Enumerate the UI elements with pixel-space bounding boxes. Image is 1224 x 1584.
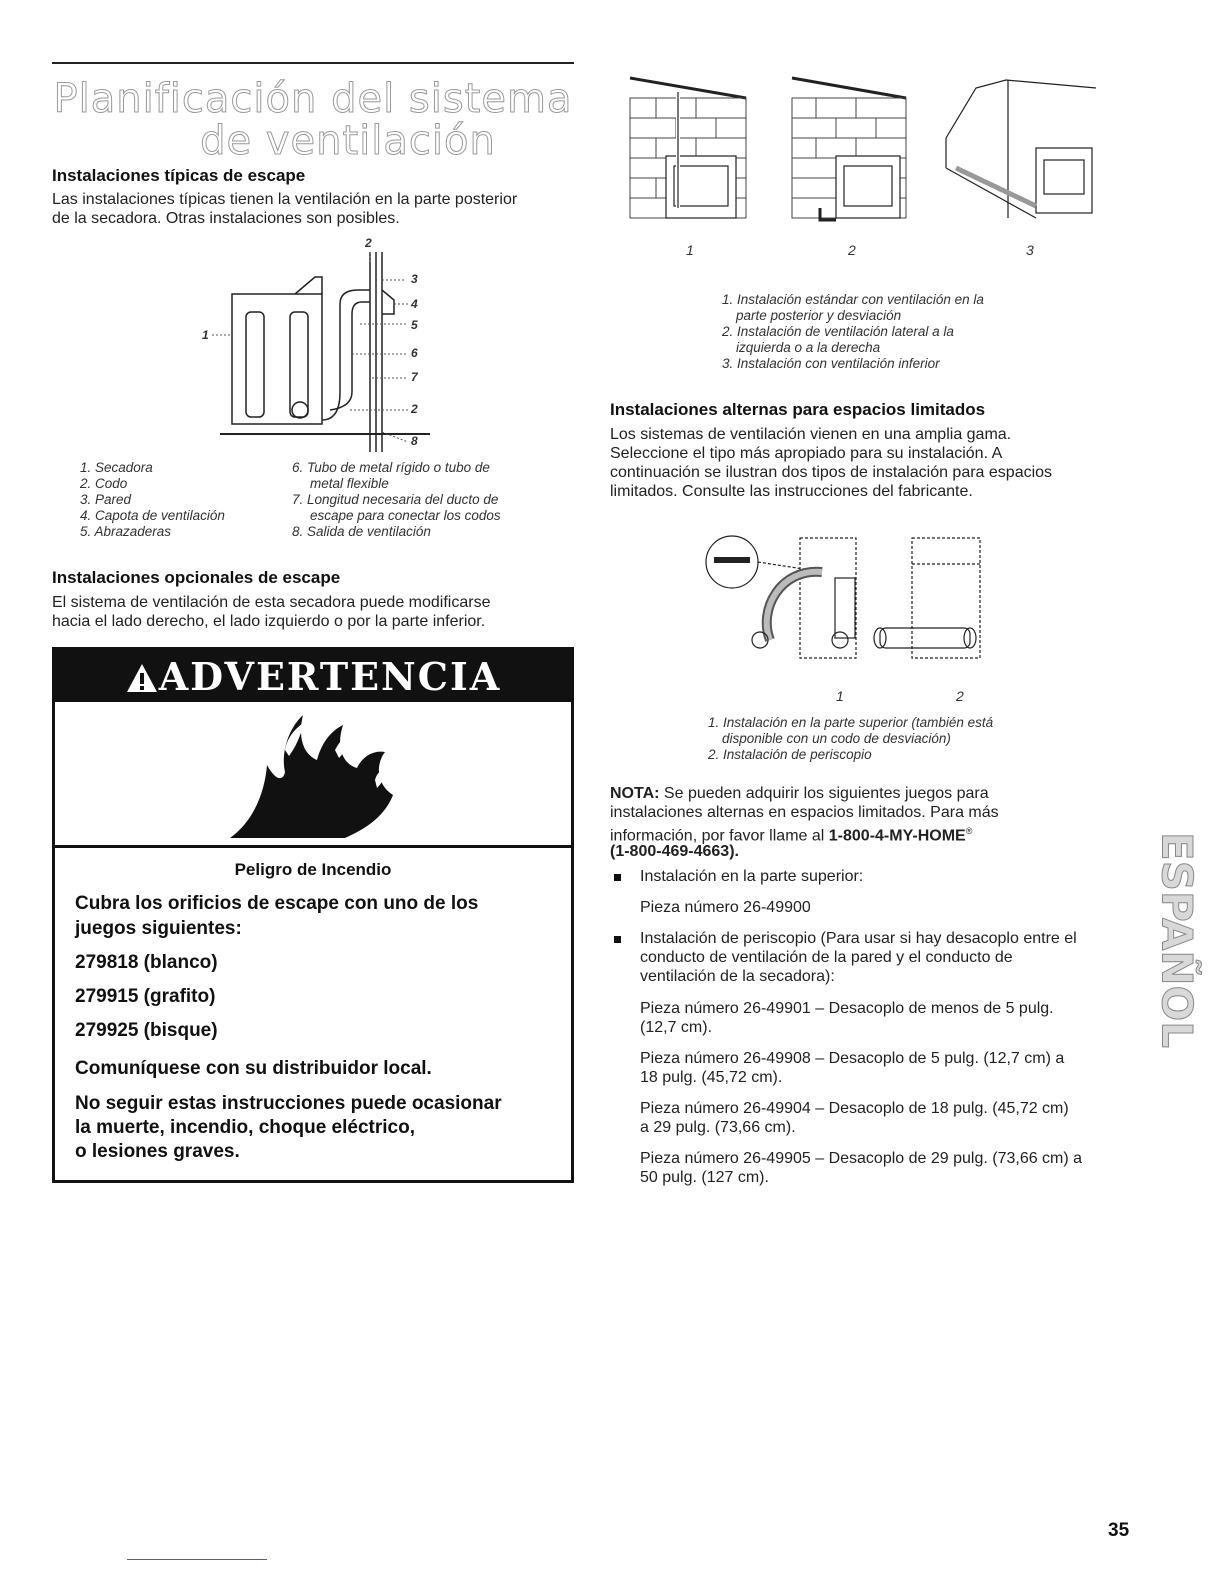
callout-2-top: 2 bbox=[365, 236, 372, 250]
optional-body-1: El sistema de ventilación de esta secadora puede modificarse bbox=[52, 594, 491, 611]
kit-top-install: Instalación en la parte superior: bbox=[640, 868, 864, 885]
phone-mnemonic[interactable]: 1-800-4-MY-HOME bbox=[828, 827, 966, 845]
install-label-3: 3 bbox=[1026, 242, 1034, 258]
three-installations-diagram bbox=[616, 68, 1096, 238]
kit-periscope-3: ventilación de la secadora): bbox=[640, 968, 835, 985]
install-label-1: 1 bbox=[686, 242, 694, 258]
kit-top-part: Pieza número 26-49900 bbox=[640, 899, 811, 916]
alternate-body-2: Seleccione el tipo más apropiado para su instalación. A bbox=[610, 445, 1003, 462]
alternate-body-4: limitados. Consulte las instrucciones del fabricante. bbox=[610, 483, 973, 500]
callout-8: 8 bbox=[411, 434, 418, 448]
title-line-2: de ventilación bbox=[200, 118, 496, 164]
legend-item-cont: parte posterior y desviación bbox=[736, 308, 902, 323]
registered-mark: ® bbox=[965, 826, 973, 836]
hazard-title: Peligro de Incendio bbox=[234, 860, 392, 879]
limited-label-2: 2 bbox=[956, 688, 964, 704]
warning-triangle-icon bbox=[125, 662, 159, 694]
alternate-body-3: continuación se ilustran dos tipos de instalación para espacios bbox=[610, 464, 1053, 481]
warning-header bbox=[55, 650, 571, 702]
legend-item: 6. Tubo de metal rígido o tubo de bbox=[292, 460, 490, 475]
nota-line-1 bbox=[610, 784, 989, 803]
kit-graphite: 279915 (grafito) bbox=[75, 986, 216, 1007]
typical-heading: Instalaciones típicas de escape bbox=[52, 166, 306, 185]
top-rule bbox=[52, 62, 574, 64]
legend-item: 3. Pared bbox=[80, 492, 132, 507]
installations-legend bbox=[722, 292, 984, 372]
kit-white: 279818 (blanco) bbox=[75, 952, 218, 973]
part-49908-2: 18 pulg. (45,72 cm). bbox=[640, 1069, 783, 1086]
legend-item: 2. Instalación de periscopio bbox=[708, 747, 872, 762]
language-side-tab bbox=[1152, 810, 1202, 1070]
install-label-2: 2 bbox=[848, 242, 856, 258]
legend-item: 2. Codo bbox=[80, 476, 128, 491]
part-49905-2: 50 pulg. (127 cm). bbox=[640, 1169, 769, 1186]
legend-item: 5. Abrazaderas bbox=[80, 524, 172, 539]
callout-3: 3 bbox=[411, 272, 418, 286]
typical-legend-left bbox=[80, 460, 225, 540]
typical-body-2: de la secadora. Otras instalaciones son posibles. bbox=[52, 210, 400, 227]
legend-item: 7. Longitud necesaria del ducto de bbox=[292, 492, 499, 507]
typical-vent-diagram bbox=[190, 232, 440, 457]
fire-image-area bbox=[55, 702, 571, 848]
kit-periscope-2: conducto de ventilación de la pared y el conducto de bbox=[640, 949, 1013, 966]
limited-space-diagram bbox=[700, 530, 990, 680]
alternate-body-1: Los sistemas de ventilación vienen en una amplia gama. bbox=[610, 426, 1012, 443]
nota-text-3: información, por favor llame al bbox=[610, 827, 825, 845]
warning-header-text: ADVERTENCIA bbox=[158, 654, 502, 699]
consequence-2: la muerte, incendio, choque eléctrico, bbox=[75, 1117, 415, 1138]
part-49901-1: Pieza número 26-49901 – Desacoplo de menos de 5 pulg. bbox=[640, 1000, 1054, 1017]
part-49904-2: a 29 pulg. (73,66 cm). bbox=[640, 1119, 796, 1136]
bullet-icon bbox=[614, 874, 621, 881]
callout-5: 5 bbox=[411, 318, 418, 332]
language-tab-text: ESPAÑOL bbox=[1152, 832, 1202, 1048]
alternate-heading: Instalaciones alternas para espacios limitados bbox=[610, 400, 986, 419]
legend-item: 8. Salida de ventilación bbox=[292, 524, 431, 539]
typical-legend-right bbox=[292, 460, 501, 540]
nota-label: NOTA: bbox=[610, 785, 660, 802]
part-49901-2: (12,7 cm). bbox=[640, 1019, 713, 1036]
legend-item-cont: escape para conectar los codos bbox=[310, 508, 501, 523]
warning-box bbox=[52, 647, 574, 1183]
legend-item: 2. Instalación de ventilación lateral a la bbox=[722, 324, 954, 339]
legend-item: 1. Instalación en la parte superior (también está bbox=[708, 715, 994, 730]
optional-body-2: hacia el lado derecho, el lado izquierdo o por la parte inferior. bbox=[52, 613, 486, 630]
callout-1: 1 bbox=[202, 328, 209, 342]
contact-dealer: Comuníquese con su distribuidor local. bbox=[75, 1058, 432, 1079]
nota-text-1: Se pueden adquirir los siguientes juegos para bbox=[663, 785, 989, 802]
legend-item: 3. Instalación con ventilación inferior bbox=[722, 356, 940, 371]
footer-line bbox=[127, 1559, 267, 1560]
fire-icon bbox=[225, 710, 405, 840]
page-title bbox=[52, 78, 574, 162]
legend-item: 4. Capota de ventilación bbox=[80, 508, 225, 523]
bullet-icon bbox=[614, 936, 621, 943]
legend-item: 1. Secadora bbox=[80, 460, 153, 475]
callout-6: 6 bbox=[411, 346, 418, 360]
legend-item: 1. Instalación estándar con ventilación en la bbox=[722, 292, 984, 307]
part-49904-1: Pieza número 26-49904 – Desacoplo de 18 pulg. (45,72 cm) bbox=[640, 1100, 1069, 1117]
limited-label-1: 1 bbox=[836, 688, 844, 704]
consequence-3: o lesiones graves. bbox=[75, 1141, 240, 1162]
nota-line-4 bbox=[610, 842, 739, 861]
callout-7: 7 bbox=[411, 370, 418, 384]
limited-legend bbox=[708, 715, 993, 763]
legend-item-cont: metal flexible bbox=[310, 476, 389, 491]
legend-item-cont: izquierda o a la derecha bbox=[736, 340, 881, 355]
title-line-1: Planificación del sistema bbox=[53, 76, 573, 122]
page-number: 35 bbox=[1108, 1520, 1130, 1541]
part-49908-1: Pieza número 26-49908 – Desacoplo de 5 pulg. (12,7 cm) a bbox=[640, 1050, 1065, 1067]
phone-number[interactable]: (1-800-469-4663). bbox=[610, 843, 739, 860]
kit-bisque: 279925 (bisque) bbox=[75, 1020, 218, 1041]
legend-item-cont: disponible con un codo de desviación) bbox=[722, 731, 951, 746]
consequence-1: No seguir estas instrucciones puede ocasionar bbox=[75, 1093, 502, 1114]
part-49905-1: Pieza número 26-49905 – Desacoplo de 29 pulg. (73,66 cm) a bbox=[640, 1150, 1083, 1167]
typical-body-1: Las instalaciones típicas tienen la ventilación en la parte posterior bbox=[52, 191, 518, 208]
nota-line-2: instalaciones alternas en espacios limitados. Para más bbox=[610, 804, 999, 821]
callout-4: 4 bbox=[411, 297, 418, 311]
warning-line-1: Cubra los orificios de escape con uno de los bbox=[75, 893, 479, 914]
callout-2-bottom: 2 bbox=[411, 402, 418, 416]
kit-periscope-1: Instalación de periscopio (Para usar si hay desacoplo entre el bbox=[640, 930, 1077, 947]
optional-heading: Instalaciones opcionales de escape bbox=[52, 568, 341, 587]
warning-line-2: juegos siguientes: bbox=[75, 918, 242, 939]
